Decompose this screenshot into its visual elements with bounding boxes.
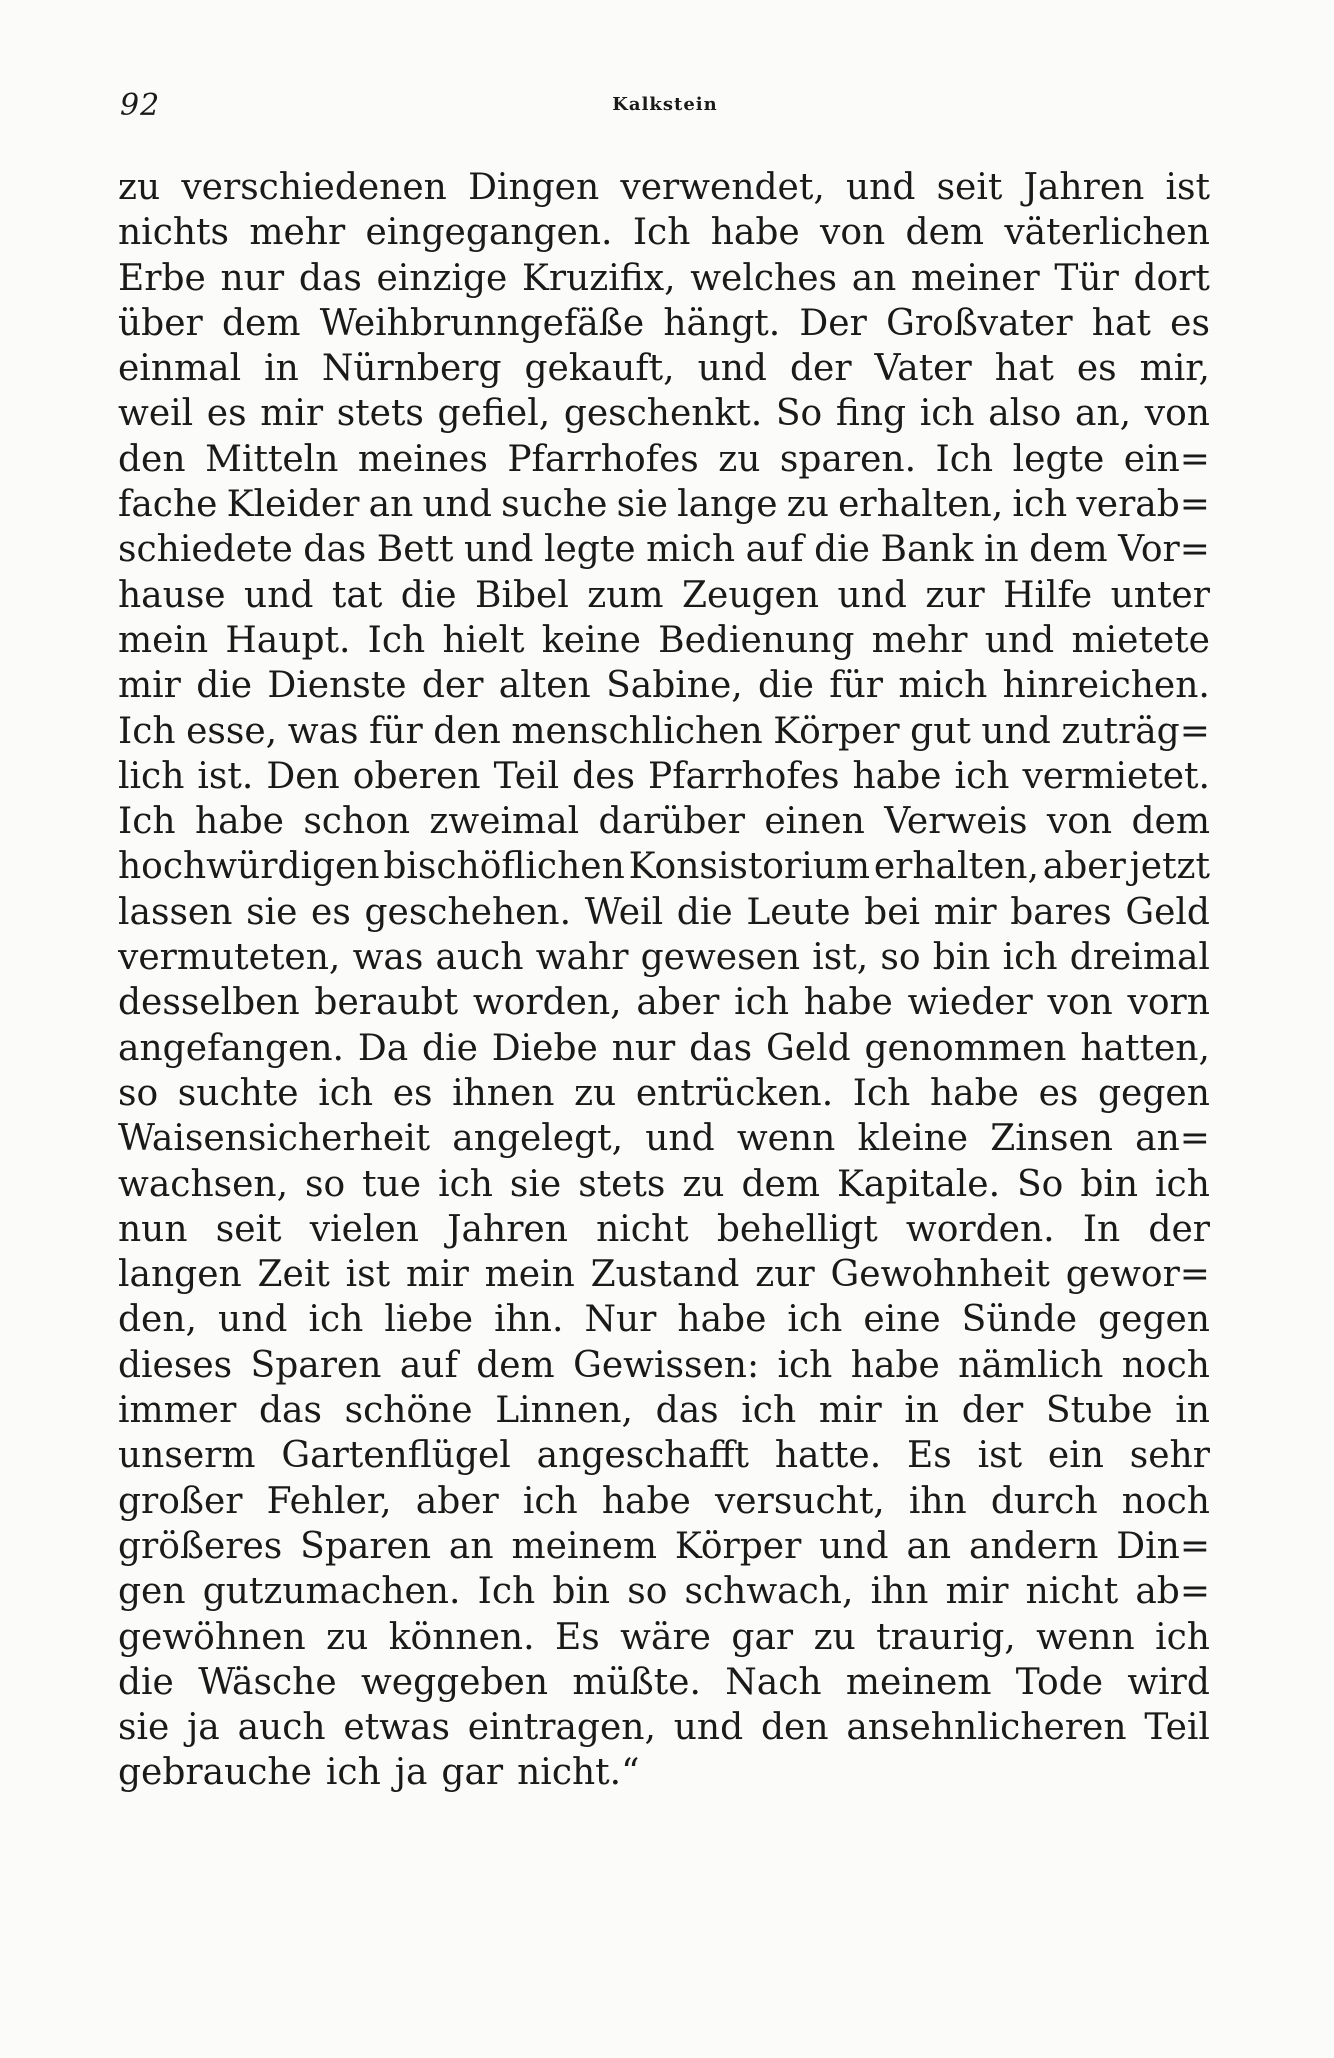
text-line: größeres Sparen an meinem Körper und an andern Din= xyxy=(118,1525,1210,1567)
text-line: langen Zeit ist mir mein Zustand zur Gewohnheit gewor= xyxy=(118,1254,1210,1296)
text-line: Ich esse, was für den menschlichen Körper gut und zuträg= xyxy=(118,710,1210,752)
running-head: Kalkstein xyxy=(612,94,718,115)
text-line: immer das schöne Linnen, das ich mir in der Stube in xyxy=(118,1390,1210,1432)
text-line: einmal in Nürnberg gekauft, und der Vater hat es mir, xyxy=(118,348,1210,390)
page-number: 92 xyxy=(120,88,161,123)
text-line: wachsen, so tue ich sie stets zu dem Kapitale. So bin ich xyxy=(118,1163,1210,1205)
text-line: nun seit vielen Jahren nicht behelligt worden. In der xyxy=(118,1208,1210,1250)
text-line: dieses Sparen auf dem Gewissen: ich habe nämlich noch xyxy=(118,1344,1210,1386)
text-line: gen gutzumachen. Ich bin so schwach, ihn mir nicht ab= xyxy=(118,1571,1210,1613)
text-line: angefangen. Da die Diebe nur das Geld genommen hatten, xyxy=(118,1027,1210,1069)
text-line: unserm Gartenflügel angeschafft hatte. Es ist ein sehr xyxy=(118,1435,1210,1477)
text-line: schiedete das Bett und legte mich auf die Bank in dem Vor= xyxy=(118,529,1210,571)
text-line: so suchte ich es ihnen zu entrücken. Ich habe es gegen xyxy=(118,1072,1210,1114)
text-line: Waisensicherheit angelegt, und wenn kleine Zinsen an= xyxy=(118,1118,1210,1160)
text-line: gebrauche ich ja gar nicht.“ xyxy=(118,1752,640,1794)
text-line: den, und ich liebe ihn. Nur habe ich eine Sünde gegen xyxy=(118,1299,1210,1341)
text-line: großer Fehler, aber ich habe versucht, ihn durch noch xyxy=(118,1480,1210,1522)
text-line: lich ist. Den oberen Teil des Pfarrhofes habe ich vermietet. xyxy=(118,755,1210,797)
text-line: lassen sie es geschehen. Weil die Leute bei mir bares Geld xyxy=(118,891,1210,933)
text-line: sie ja auch etwas eintragen, und den ansehnlicheren Teil xyxy=(118,1707,1210,1749)
text-line: desselben beraubt worden, aber ich habe wieder von vorn xyxy=(118,982,1210,1024)
text-line: nichts mehr eingegangen. Ich habe von dem väterlichen xyxy=(118,212,1210,254)
text-line: über dem Weihbrunngefäße hängt. Der Großvater hat es xyxy=(118,302,1210,344)
text-line: mein Haupt. Ich hielt keine Bedienung mehr und mietete xyxy=(118,619,1210,661)
text-line: den Mitteln meines Pfarrhofes zu sparen. Ich legte ein= xyxy=(118,438,1210,480)
text-line: vermuteten, was auch wahr gewesen ist, so bin ich dreimal xyxy=(118,937,1210,979)
text-line: hause und tat die Bibel zum Zeugen und zur Hilfe unter xyxy=(118,574,1210,616)
text-line: zu verschiedenen Dingen verwendet, und seit Jahren ist xyxy=(118,167,1210,208)
text-line: gewöhnen zu können. Es wäre gar zu traurig, wenn ich xyxy=(118,1616,1210,1658)
text-line: mir die Dienste der alten Sabine, die für mich hinreichen. xyxy=(118,665,1210,707)
page-header xyxy=(120,88,1210,128)
text-line: die Wäsche weggeben müßte. Nach meinem Tode wird xyxy=(118,1661,1210,1703)
text-line: weil es mir stets gefiel, geschenkt. So fing ich also an, von xyxy=(118,393,1210,435)
body-text xyxy=(118,165,1210,1796)
text-line: fache Kleider an und suche sie lange zu erhalten, ich verab= xyxy=(118,484,1210,526)
text-line: hochwürdigen bischöflichen Konsistorium erhalten, aber jetzt xyxy=(118,846,1210,888)
text-line: Ich habe schon zweimal darüber einen Verweis von dem xyxy=(118,801,1210,843)
text-line: Erbe nur das einzige Kruzifix, welches an meiner Tür dort xyxy=(118,257,1210,299)
